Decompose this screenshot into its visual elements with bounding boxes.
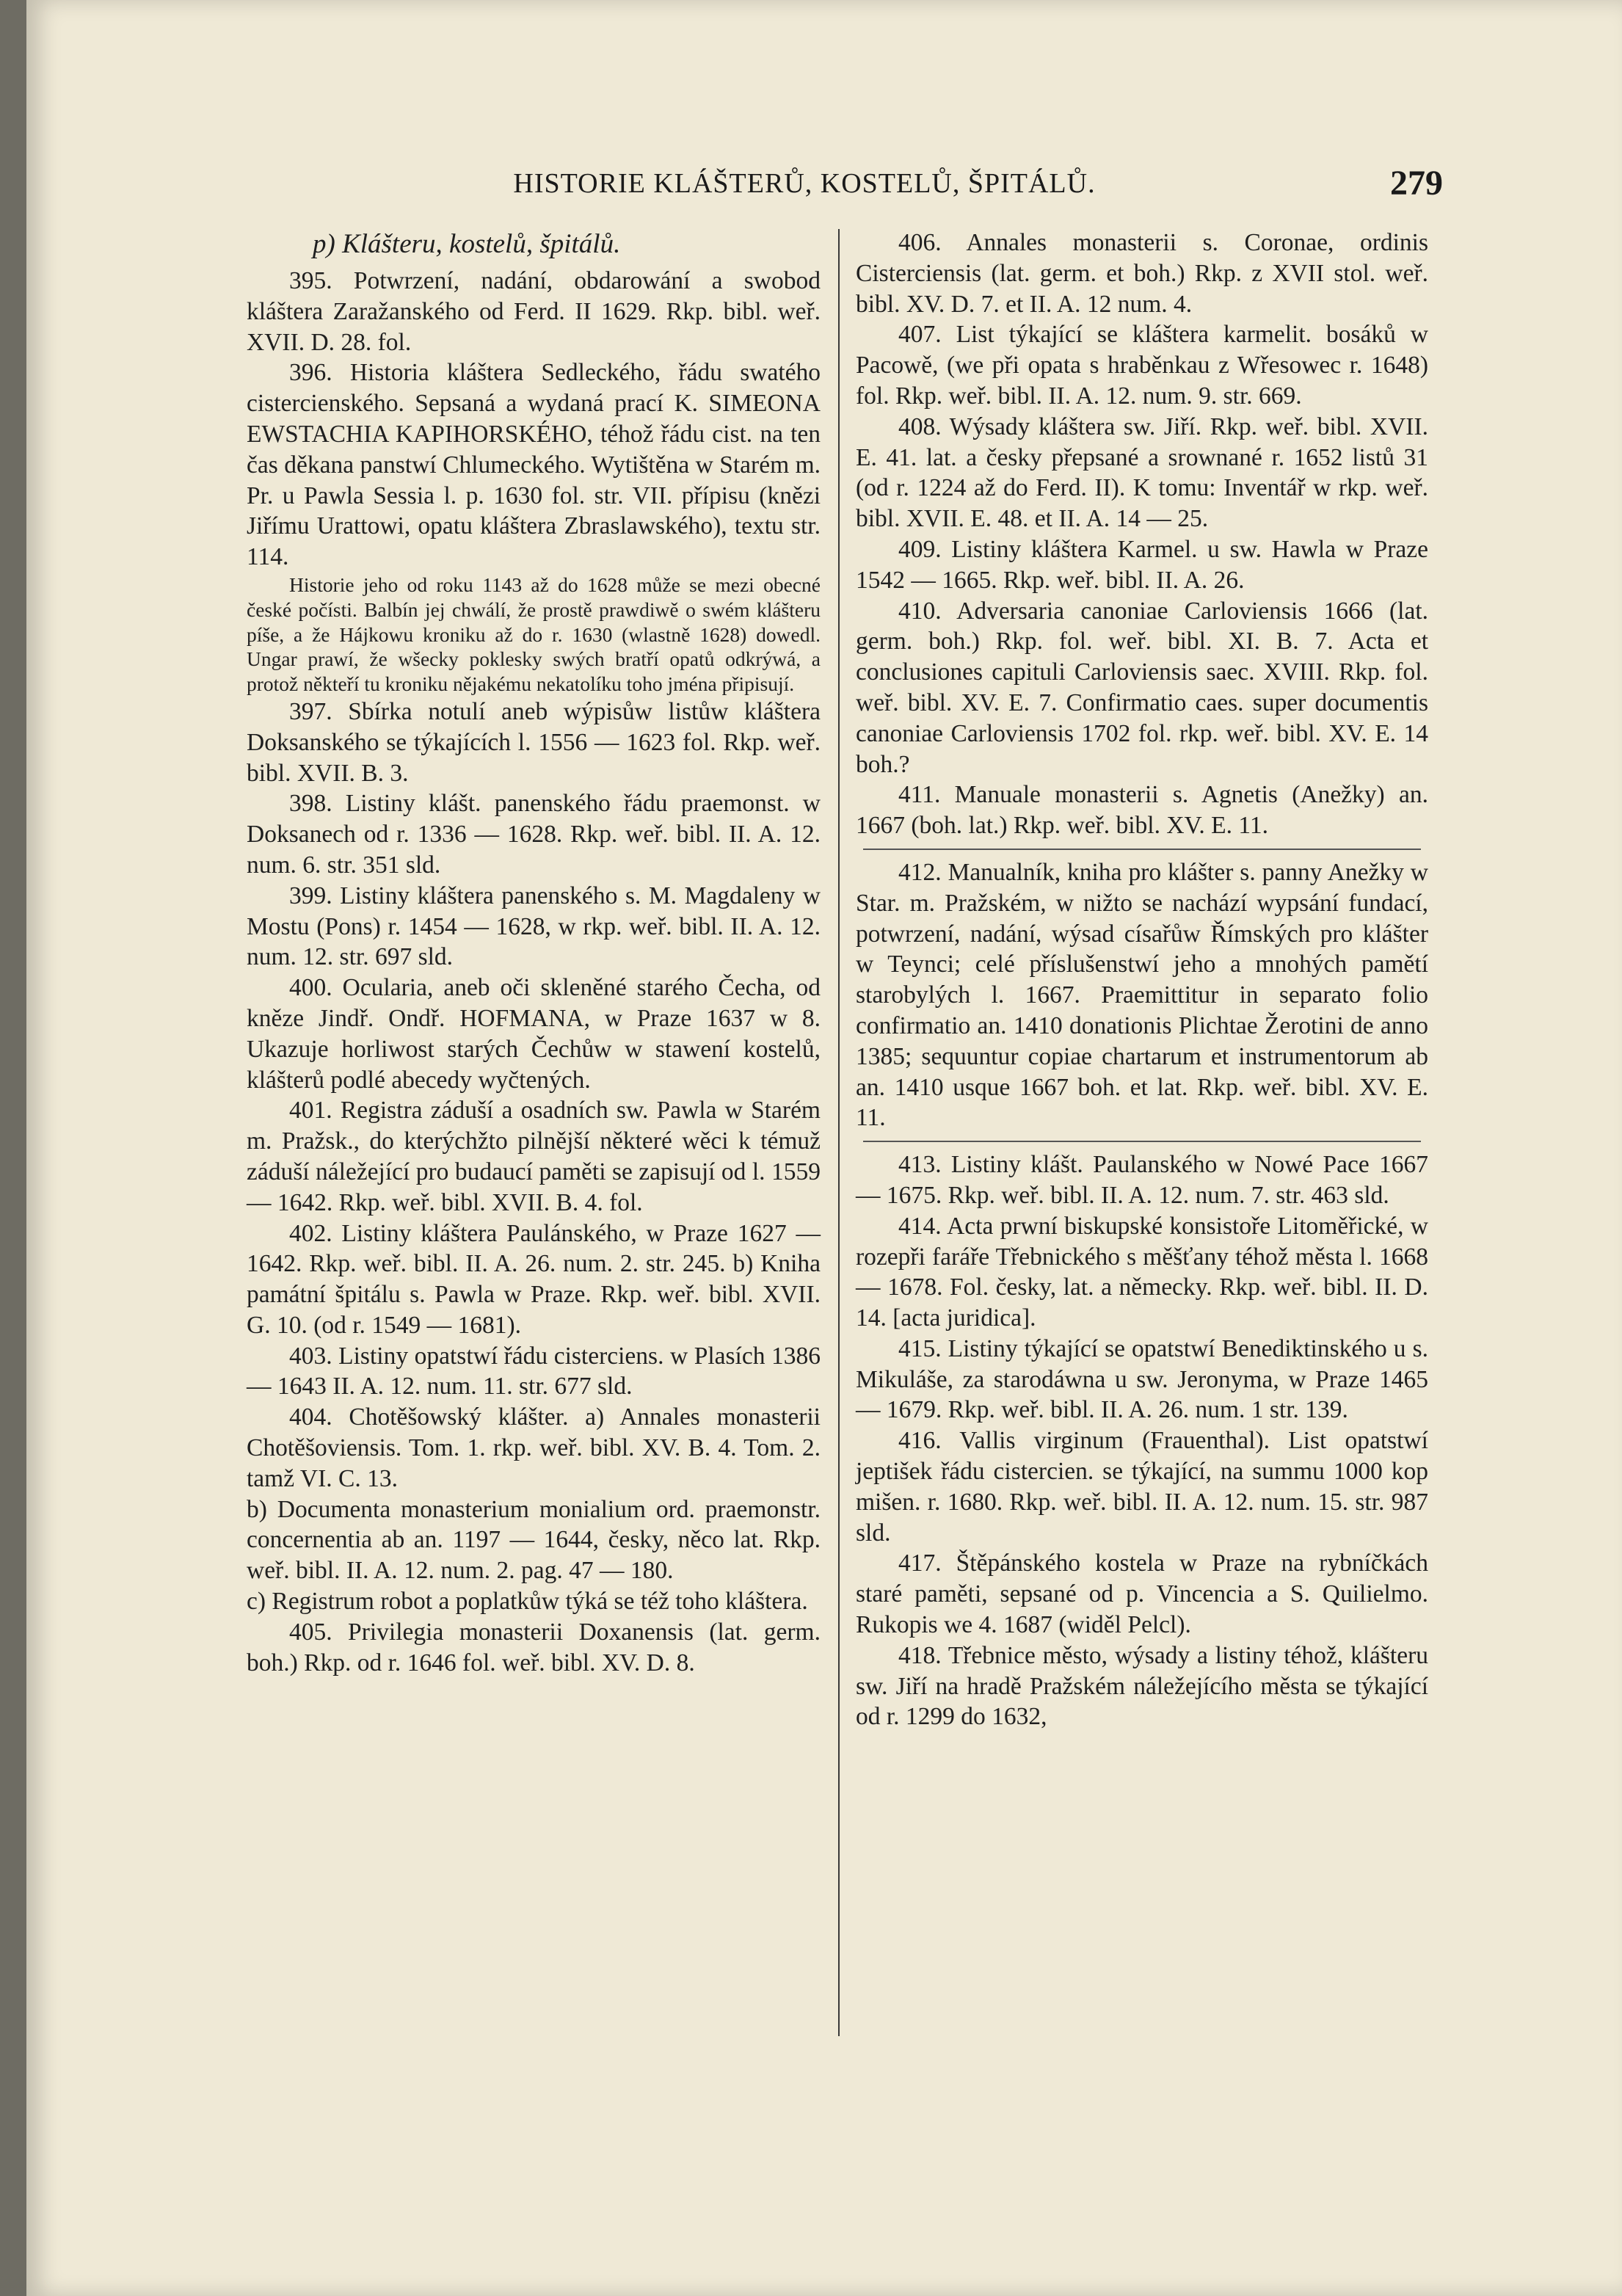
catalog-entry: 418. Třebnice město, wýsady a listiny téhož, klášteru sw. Jiří na hradě Pražském náležejícího města se týkající od r. 1299 do 1632,: [856, 1641, 1428, 1731]
catalog-entry: 404. Chotěšowský klášter. a) Annales monasterii Chotěšoviensis. Tom. 1. rkp. weř. bibl. XV. B. 4. Tom. 2. tamž VI. C. 13.: [247, 1403, 821, 1492]
book-page: [26, 0, 1622, 2296]
column-divider: [838, 229, 840, 2036]
catalog-entry: 403. Listiny opatstwí řádu cisterciens. w Plasích 1386 — 1643 II. A. 12. num. 11. str. 677 sld.: [247, 1342, 821, 1401]
section-rule: [863, 849, 1421, 850]
catalog-entry: 405. Privilegia monasterii Doxanensis (lat. germ. boh.) Rkp. od r. 1646 fol. weř. bibl. XV. D. 8.: [247, 1618, 821, 1676]
catalog-entry: 399. Listiny kláštera panenského s. M. Magdaleny w Mostu (Pons) r. 1454 — 1628, w rkp. weř. bibl. II. A. 12. num. 12. str. 697 sld.: [247, 882, 821, 971]
section-title: p) Klášteru, kostelů, špitálů.: [313, 229, 621, 259]
catalog-entry: 408. Wýsady kláštera sw. Jiří. Rkp. weř. bibl. XVII. E. 41. lat. a česky přepsané a srownané r. 1652 listů 31 (od r. 1224 až do Ferd. II). K tomu: Inventář w rkp. weř. bibl. XVII. E. 48. et II. A. 14 — 25.: [856, 413, 1428, 533]
catalog-entry: 417. Štěpánského kostela w Praze na rybníčkách staré paměti, sepsané od p. Vincencia a S. Quilielmo. Rukopis we 4. 1687 (widěl Pelcl).: [856, 1550, 1428, 1639]
section-rule: [863, 1141, 1421, 1142]
footnote-text: Historie jeho od roku 1143 až do 1628 může se mezi obecné české počísti. Balbín jej chwálí, že prostě prawdiwě o swém klášteru píše, a že Hájkowu kroniku až do r. 1630 (wlastně 1628) dowedl. Ungar prawí, že wšecky poklesky swých bratří opatů odkrýwá, a protož někteří tu kroniku nějakému nekatolíku toho jména připisují.: [247, 573, 821, 696]
catalog-entry: 398. Listiny klášt. panenského řádu praemonst. w Doksanech od r. 1336 — 1628. Rkp. weř. bibl. II. A. 12. num. 6. str. 351 sld.: [247, 790, 821, 879]
catalog-subentry: b) Documenta monasterium monialium ord. praemonstr. concernentia ab an. 1197 — 1644, česky, něco lat. Rkp. weř. bibl. II. A. 12. num. 2. pag. 47 — 180.: [247, 1495, 821, 1585]
catalog-entry: 412. Manualník, kniha pro klášter s. panny Anežky w Star. m. Pražském, w nižto se nachází wypsání fundací, potwrzení, nadání, wýsad císařůw Římských pro klášter w Teynci; celé příslušenstwí jeho a mnohých pamětí starobylých l. 1667. Praemittitur in separato folio confirmatio an. 1410 donationis Plichtae Žerotini de anno 1385; sequuntur copiae chartarum et instrumentorum ab an. 1410 usque 1667 boh. et lat. Rkp. weř. bibl. XV. E. 11.: [856, 858, 1428, 1132]
catalog-entry: 410. Adversaria canoniae Carloviensis 1666 (lat. germ. boh.) Rkp. fol. weř. bibl. XI. B. 7. Acta et conclusiones capituli Carloviensis saec. XVIII. Rkp. fol. weř. bibl. XV. E. 7. Confirmatio caes. super documentis canoniae Carloviensis 1702 fol. rkp. weř. bibl. XV. E. 14 boh.?: [856, 597, 1428, 778]
catalog-entry: 400. Ocularia, aneb oči skleněné starého Čecha, od kněze Jindř. Ondř. HOFMANA, w Praze 1637 w 8. Ukazuje horliwost starých Čechůw w stawení kostelů, klášterů podlé abecedy wyčtených.: [247, 974, 821, 1094]
running-title: HISTORIE KLÁŠTERŮ, KOSTELŮ, ŠPITÁLŮ.: [513, 168, 1096, 199]
catalog-entry: 413. Listiny klášt. Paulanského w Nowé Pace 1667 — 1675. Rkp. weř. bibl. II. A. 12. num. 7. str. 463 sld.: [856, 1151, 1428, 1209]
catalog-entry: 415. Listiny týkající se opatstwí Benediktinského u s. Mikuláše, za starodáwna u sw. Jeronyma, w Praze 1465 — 1679. Rkp. weř. bibl. II. A. 26. num. 1 str. 139.: [856, 1334, 1428, 1424]
catalog-entry: 401. Registra záduší a osadních sw. Pawla w Starém m. Pražsk., do kterýchžto pilnější některé wěci k témuž záduší náležející pro budaucí paměti se zapisují od l. 1559 — 1642. Rkp. weř. bibl. XVII. B. 4. fol.: [247, 1097, 821, 1216]
catalog-entry: 407. List týkající se kláštera karmelit. bosáků w Pacowě, (we při opata s hraběnkau z Wřesowec r. 1648) fol. Rkp. weř. bibl. II. A. 12. num. 9. str. 669.: [856, 321, 1428, 410]
catalog-entry: 402. Listiny kláštera Paulánského, w Praze 1627 — 1642. Rkp. weř. bibl. II. A. 26. num. 2. str. 245. b) Kniha památní špitálu s. Pawla w Praze. Rkp. weř. bibl. XVII. G. 10. (od r. 1549 — 1681).: [247, 1219, 821, 1339]
catalog-entry: 397. Sbírka notulí aneb wýpisůw listůw kláštera Doksanského se týkajících l. 1556 — 1623 fol. Rkp. weř. bibl. XVII. B. 3.: [247, 697, 821, 787]
catalog-entry: 395. Potwrzení, nadání, obdarowání a swobod kláštera Zaražanského od Ferd. II 1629. Rkp. bibl. weř. XVII. D. 28. fol.: [247, 267, 821, 356]
left-column: [247, 228, 821, 1678]
catalog-entry: 411. Manuale monasterii s. Agnetis (Anežky) an. 1667 (boh. lat.) Rkp. weř. bibl. XV. E. 11.: [856, 781, 1428, 840]
catalog-entry: 414. Acta prwní biskupské konsistoře Litoměřické, w rozepři faráře Třebnického s měšťany téhož města l. 1668 — 1678. Fol. česky, lat. a německy. Rkp. weř. bibl. II. D. 14. [acta juridica].: [856, 1212, 1428, 1332]
page-number: 279: [1390, 164, 1443, 203]
page-header: [276, 164, 1443, 211]
right-column: [856, 228, 1428, 1732]
catalog-entry: 409. Listiny kláštera Karmel. u sw. Hawla w Praze 1542 — 1665. Rkp. weř. bibl. II. A. 26.: [856, 535, 1428, 594]
catalog-entry: 406. Annales monasterii s. Coronae, ordinis Cisterciensis (lat. germ. et boh.) Rkp. z XVII stol. weř. bibl. XV. D. 7. et II. A. 12 num. 4.: [856, 229, 1428, 318]
catalog-entry: 416. Vallis virginum (Frauenthal). List opatstwí jeptišek řádu cistercien. se týkající, na summu 1000 kop mišen. r. 1680. Rkp. weř. bibl. II. A. 12. num. 15. str. 987 sld.: [856, 1427, 1428, 1547]
catalog-subentry: c) Registrum robot a poplatkůw týká se též toho kláštera.: [247, 1588, 808, 1616]
catalog-entry: 396. Historia kláštera Sedleckého, řádu swatého cistercienského. Sepsaná a wydaná prací K. SIMEONA EWSTACHIA KAPIHORSKÉHO, téhož řádu cist. na ten čas děkana panstwí Chlumeckého. Wytištěna w Starém m. Pr. u Pawla Sessia l. p. 1630 fol. str. VII. přípisu (knězi Jiřímu Urattowi, opatu kláštera Zbraslawského), textu str. 114.: [247, 359, 821, 571]
